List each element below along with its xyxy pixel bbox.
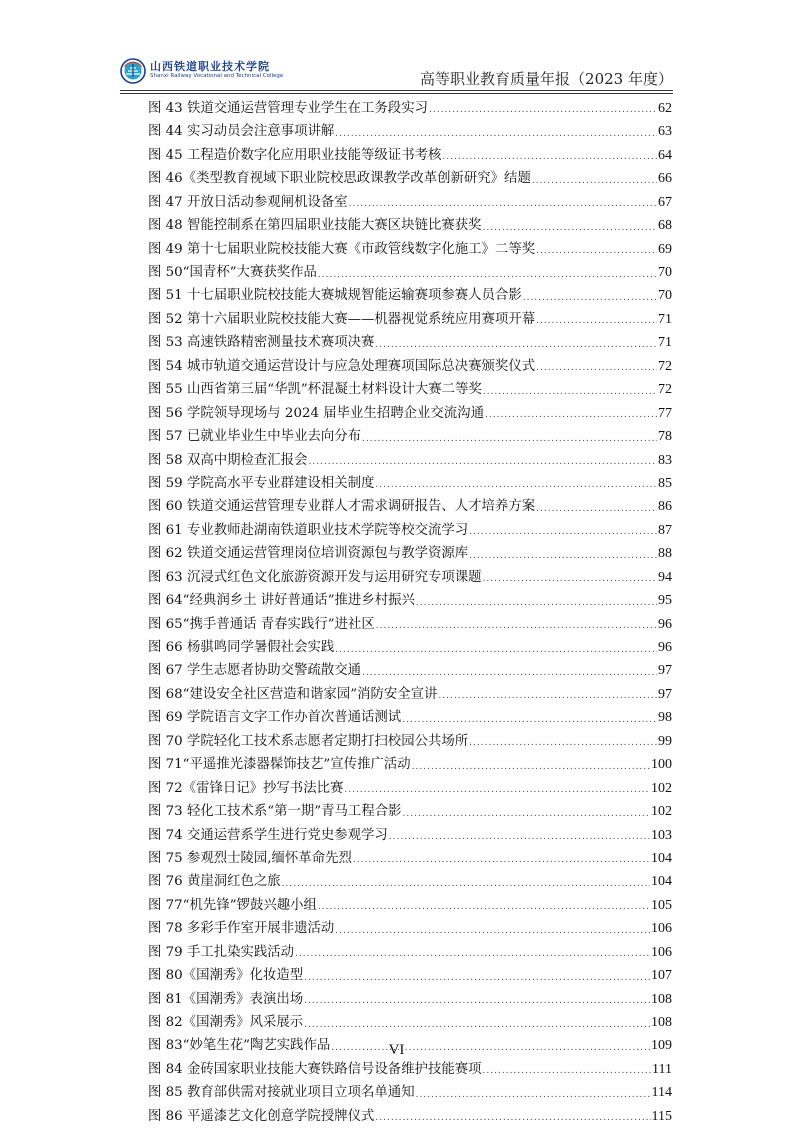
toc-dot-leader	[485, 406, 657, 425]
toc-entry[interactable]	[148, 472, 672, 495]
toc-dot-leader	[412, 758, 650, 777]
toc-dot-leader	[469, 523, 657, 542]
toc-entry-page: 100	[651, 757, 672, 773]
school-logo-icon	[120, 58, 146, 84]
toc-dot-leader	[483, 383, 657, 402]
toc-entry-title: 图 84 金砖国家职业技能大赛铁路信号设备维护技能赛项	[148, 1061, 482, 1077]
toc-entry-title: 图 44 实习动员会注意事项讲解	[148, 124, 335, 140]
toc-entry-title: 图 45 工程造价数字化应用职业技能等级证书考核	[148, 147, 442, 163]
toc-entry-title: 图 73 轻化工技术系“第一期”青马工程合影	[148, 804, 402, 820]
toc-entry-title: 图 43 铁道交通运营管理专业学生在工务段实习	[148, 100, 428, 116]
toc-entry-title: 图 71“平遥推光漆器髹饰技艺”宣传推广活动	[148, 757, 411, 773]
toc-entry-title: 图 85 教育部供需对接就业项目立项名单通知	[148, 1085, 415, 1101]
toc-dot-leader	[536, 500, 657, 519]
toc-dot-leader	[335, 125, 657, 144]
toc-entry-page: 109	[651, 1038, 672, 1054]
toc-dot-leader	[282, 875, 650, 894]
toc-entry[interactable]	[148, 97, 672, 120]
toc-entry[interactable]	[148, 238, 672, 261]
toc-entry-page: 72	[658, 358, 672, 374]
toc-entry-page: 103	[651, 827, 672, 843]
toc-entry-page: 98	[658, 710, 672, 726]
toc-entry-page: 108	[651, 1015, 672, 1031]
toc-dot-leader	[416, 1086, 651, 1105]
toc-entry-page: 77	[658, 405, 672, 421]
toc-entry[interactable]	[148, 753, 672, 776]
toc-entry-page: 97	[658, 663, 672, 679]
toc-dot-leader	[295, 945, 650, 964]
toc-entry-page: 88	[658, 546, 672, 562]
report-title: 高等职业教育质量年报（2023 年度）	[420, 70, 673, 88]
toc-dot-leader	[469, 734, 657, 753]
toc-dot-leader	[335, 922, 650, 941]
toc-entry[interactable]	[148, 660, 672, 683]
toc-entry[interactable]	[148, 730, 672, 753]
toc-entry[interactable]	[148, 1081, 672, 1104]
school-name-cn: 山西铁道职业技术学院	[150, 60, 270, 73]
toc-entry[interactable]	[148, 1105, 672, 1128]
toc-dot-leader	[304, 1016, 650, 1035]
toc-entry-title: 图 62 铁道交通运营管理岗位培训资源包与教学资源库	[148, 546, 469, 562]
toc-entry-page: 107	[651, 968, 672, 984]
toc-entry[interactable]	[148, 847, 672, 870]
toc-dot-leader	[362, 430, 657, 449]
toc-entry-title: 图 61 专业教师赴湖南铁道职业技术学院等校交流学习	[148, 522, 469, 538]
toc-entry[interactable]	[148, 1058, 672, 1081]
toc-dot-leader	[402, 711, 657, 730]
toc-dot-leader	[349, 195, 657, 214]
toc-entry-page: 78	[658, 429, 672, 445]
toc-entry[interactable]	[148, 331, 672, 354]
toc-entry[interactable]	[148, 214, 672, 237]
toc-dot-leader	[353, 851, 650, 870]
toc-entry-title: 图 56 学院领导现场与 2024 届毕业生招聘企业交流沟通	[148, 405, 484, 421]
toc-entry-title: 图 53 高速铁路精密测量技术赛项决赛	[148, 335, 375, 351]
toc-entry[interactable]	[148, 144, 672, 167]
toc-entry-title: 图 47 开放日活动参观闸机设备室	[148, 194, 348, 210]
toc-entry[interactable]	[148, 402, 672, 425]
toc-entry[interactable]	[148, 542, 672, 565]
toc-entry-page: 114	[651, 1085, 672, 1101]
toc-entry[interactable]	[148, 917, 672, 940]
toc-dot-leader	[304, 992, 650, 1011]
toc-entry-title: 图 46《类型教育视域下职业院校思政课教学改革创新研究》结题	[148, 171, 531, 187]
toc-entry-page: 64	[658, 147, 672, 163]
toc-entry-title: 图 86 平遥漆艺文化创意学院授牌仪式	[148, 1108, 375, 1124]
toc-entry-page: 85	[658, 475, 672, 491]
toc-entry[interactable]	[148, 589, 672, 612]
toc-dot-leader	[469, 547, 657, 566]
toc-entry-page: 94	[658, 569, 672, 585]
toc-entry[interactable]	[148, 261, 672, 284]
toc-dot-leader	[376, 617, 657, 636]
toc-dot-leader	[308, 453, 657, 472]
toc-entry-page: 87	[658, 522, 672, 538]
toc-entry-page: 96	[658, 616, 672, 632]
toc-entry-title: 图 54 城市轨道交通运营设计与应急处理赛项国际总决赛颁奖仪式	[148, 358, 536, 374]
toc-entry-title: 图 76 黄崖洞红色之旅	[148, 874, 281, 890]
toc-dot-leader	[532, 172, 657, 191]
toc-entry-title: 图 63 沉浸式红色文化旅游资源开发与运用研究专项课题	[148, 569, 482, 585]
toc-dot-leader	[536, 242, 657, 261]
toc-entry-page: 106	[651, 921, 672, 937]
toc-entry-title: 图 51 十七届职业院校技能大赛城规智能运输赛项参赛人员合影	[148, 288, 522, 304]
toc-entry-title: 图 57 已就业毕业生中毕业去向分布	[148, 429, 362, 445]
toc-entry-title: 图 64“经典润乡土 讲好普通话”推进乡村振兴	[148, 593, 415, 609]
toc-entry[interactable]	[148, 824, 672, 847]
toc-entry-title: 图 83“妙笔生花”陶艺实践作品	[148, 1038, 331, 1054]
toc-entry[interactable]	[148, 988, 672, 1011]
toc-dot-leader	[304, 969, 650, 988]
toc-entry[interactable]	[148, 800, 672, 823]
toc-entry-title: 图 50“国青杯”大赛获奖作品	[148, 265, 317, 281]
toc-entry-page: 104	[651, 874, 672, 890]
toc-dot-leader	[429, 101, 657, 120]
figure-list	[148, 97, 672, 1128]
toc-entry-page: 106	[651, 944, 672, 960]
toc-dot-leader	[362, 664, 657, 683]
toc-entry[interactable]	[148, 1011, 672, 1034]
toc-entry[interactable]	[148, 191, 672, 214]
toc-entry[interactable]	[148, 964, 672, 987]
toc-entry[interactable]	[148, 519, 672, 542]
toc-dot-leader	[375, 476, 657, 495]
toc-entry[interactable]	[148, 378, 672, 401]
toc-entry[interactable]	[148, 425, 672, 448]
toc-dot-leader	[536, 312, 657, 331]
toc-entry[interactable]	[148, 449, 672, 472]
toc-dot-leader	[416, 594, 657, 613]
toc-entry-page: 72	[658, 382, 672, 398]
toc-dot-leader	[403, 805, 651, 824]
toc-entry-page: 111	[652, 1061, 672, 1077]
toc-entry-page: 62	[658, 100, 672, 116]
toc-entry[interactable]	[148, 941, 672, 964]
toc-entry-page: 63	[658, 124, 672, 140]
toc-dot-leader	[375, 336, 657, 355]
toc-dot-leader	[442, 148, 657, 167]
toc-entry-page: 71	[658, 335, 672, 351]
toc-entry-page: 105	[651, 897, 672, 913]
toc-dot-leader	[335, 641, 657, 660]
toc-entry[interactable]	[148, 120, 672, 143]
toc-entry-page: 102	[651, 780, 672, 796]
toc-entry-title: 图 82《国潮秀》风采展示	[148, 1015, 304, 1031]
toc-entry-title: 图 60 铁道交通运营管理专业群人才需求调研报告、人才培养方案	[148, 499, 536, 515]
toc-entry-title: 图 59 学院高水平专业群建设相关制度	[148, 475, 375, 491]
toc-dot-leader	[389, 828, 650, 847]
toc-entry-title: 图 75 参观烈士陵园,缅怀革命先烈	[148, 850, 352, 866]
toc-entry-title: 图 48 智能控制系在第四届职业技能大赛区块链比赛获奖	[148, 218, 482, 234]
toc-dot-leader	[483, 219, 657, 238]
toc-entry[interactable]	[148, 706, 672, 729]
toc-entry[interactable]	[148, 683, 672, 706]
toc-entry-title: 图 78 多彩手作室开展非遗活动	[148, 921, 335, 937]
header-divider	[120, 90, 673, 91]
toc-entry[interactable]	[148, 495, 672, 518]
toc-entry[interactable]	[148, 613, 672, 636]
toc-entry-page: 70	[658, 265, 672, 281]
toc-entry-page: 70	[658, 288, 672, 304]
toc-entry-page: 83	[658, 452, 672, 468]
toc-entry-title: 图 66 杨骐鸣同学暑假社会实践	[148, 640, 335, 656]
toc-entry-page: 99	[658, 733, 672, 749]
toc-entry-title: 图 52 第十六届职业院校技能大赛——机器视觉系统应用赛项开幕	[148, 311, 536, 327]
school-name-en: Shanxi Railway Vocational and Technical College	[150, 73, 284, 79]
toc-entry-page: 108	[651, 991, 672, 1007]
toc-entry[interactable]	[148, 167, 672, 190]
toc-entry[interactable]	[148, 894, 672, 917]
toc-entry-title: 图 65“携手普通话 青春实践行”进社区	[148, 616, 375, 632]
toc-entry-page: 86	[658, 499, 672, 515]
toc-entry[interactable]	[148, 777, 672, 800]
toc-entry-page: 69	[658, 241, 672, 257]
toc-entry[interactable]	[148, 566, 672, 589]
toc-entry-page: 102	[651, 804, 672, 820]
toc-entry[interactable]	[148, 285, 672, 308]
toc-dot-leader	[523, 289, 657, 308]
toc-entry-title: 图 72《雷锋日记》抄写书法比赛	[148, 780, 344, 796]
toc-entry-title: 图 74 交通运营系学生进行党史参观学习	[148, 827, 388, 843]
toc-entry-page: 97	[658, 686, 672, 702]
toc-entry-page: 66	[658, 171, 672, 187]
toc-entry-page: 71	[658, 311, 672, 327]
toc-entry-title: 图 80《国潮秀》化妆造型	[148, 968, 304, 984]
toc-dot-leader	[318, 898, 650, 917]
toc-entry-title: 图 69 学院语言文字工作办首次普通话测试	[148, 710, 402, 726]
toc-entry-title: 图 58 双高中期检查汇报会	[148, 452, 308, 468]
toc-dot-leader	[318, 266, 657, 285]
toc-entry-title: 图 55 山西省第三届“华凯”杯混凝土材料设计大赛二等奖	[148, 382, 482, 398]
toc-entry-title: 图 49 第十七届职业院校技能大赛《市政管线数字化施工》二等奖	[148, 241, 536, 257]
toc-entry-title: 图 67 学生志愿者协助交警疏散交通	[148, 663, 362, 679]
toc-entry-page: 67	[658, 194, 672, 210]
toc-entry-page: 96	[658, 640, 672, 656]
toc-entry-page: 104	[651, 850, 672, 866]
toc-dot-leader	[483, 1062, 651, 1081]
toc-entry-title: 图 81《国潮秀》表演出场	[148, 991, 304, 1007]
toc-entry-title: 图 77“机先锋”锣鼓兴趣小组	[148, 897, 317, 913]
toc-dot-leader	[438, 687, 657, 706]
toc-dot-leader	[375, 1109, 650, 1128]
toc-dot-leader	[483, 570, 657, 589]
header-divider-thin	[120, 93, 673, 94]
toc-entry-title: 图 70 学院轻化工技术系志愿者定期打扫校园公共场所	[148, 733, 469, 749]
toc-entry[interactable]	[148, 355, 672, 378]
page-header	[120, 54, 673, 94]
toc-entry-title: 图 68“建设安全社区营造和谐家园”消防安全宣讲	[148, 686, 438, 702]
toc-dot-leader	[536, 359, 657, 378]
toc-entry-page: 68	[658, 218, 672, 234]
toc-entry-page: 95	[658, 593, 672, 609]
toc-dot-leader	[344, 781, 650, 800]
toc-entry-title: 图 79 手工扎染实践活动	[148, 944, 295, 960]
toc-entry-page: 115	[651, 1108, 672, 1124]
page-number: VI	[388, 1042, 405, 1058]
toc-entry[interactable]	[148, 870, 672, 893]
toc-entry[interactable]	[148, 636, 672, 659]
toc-entry[interactable]	[148, 308, 672, 331]
